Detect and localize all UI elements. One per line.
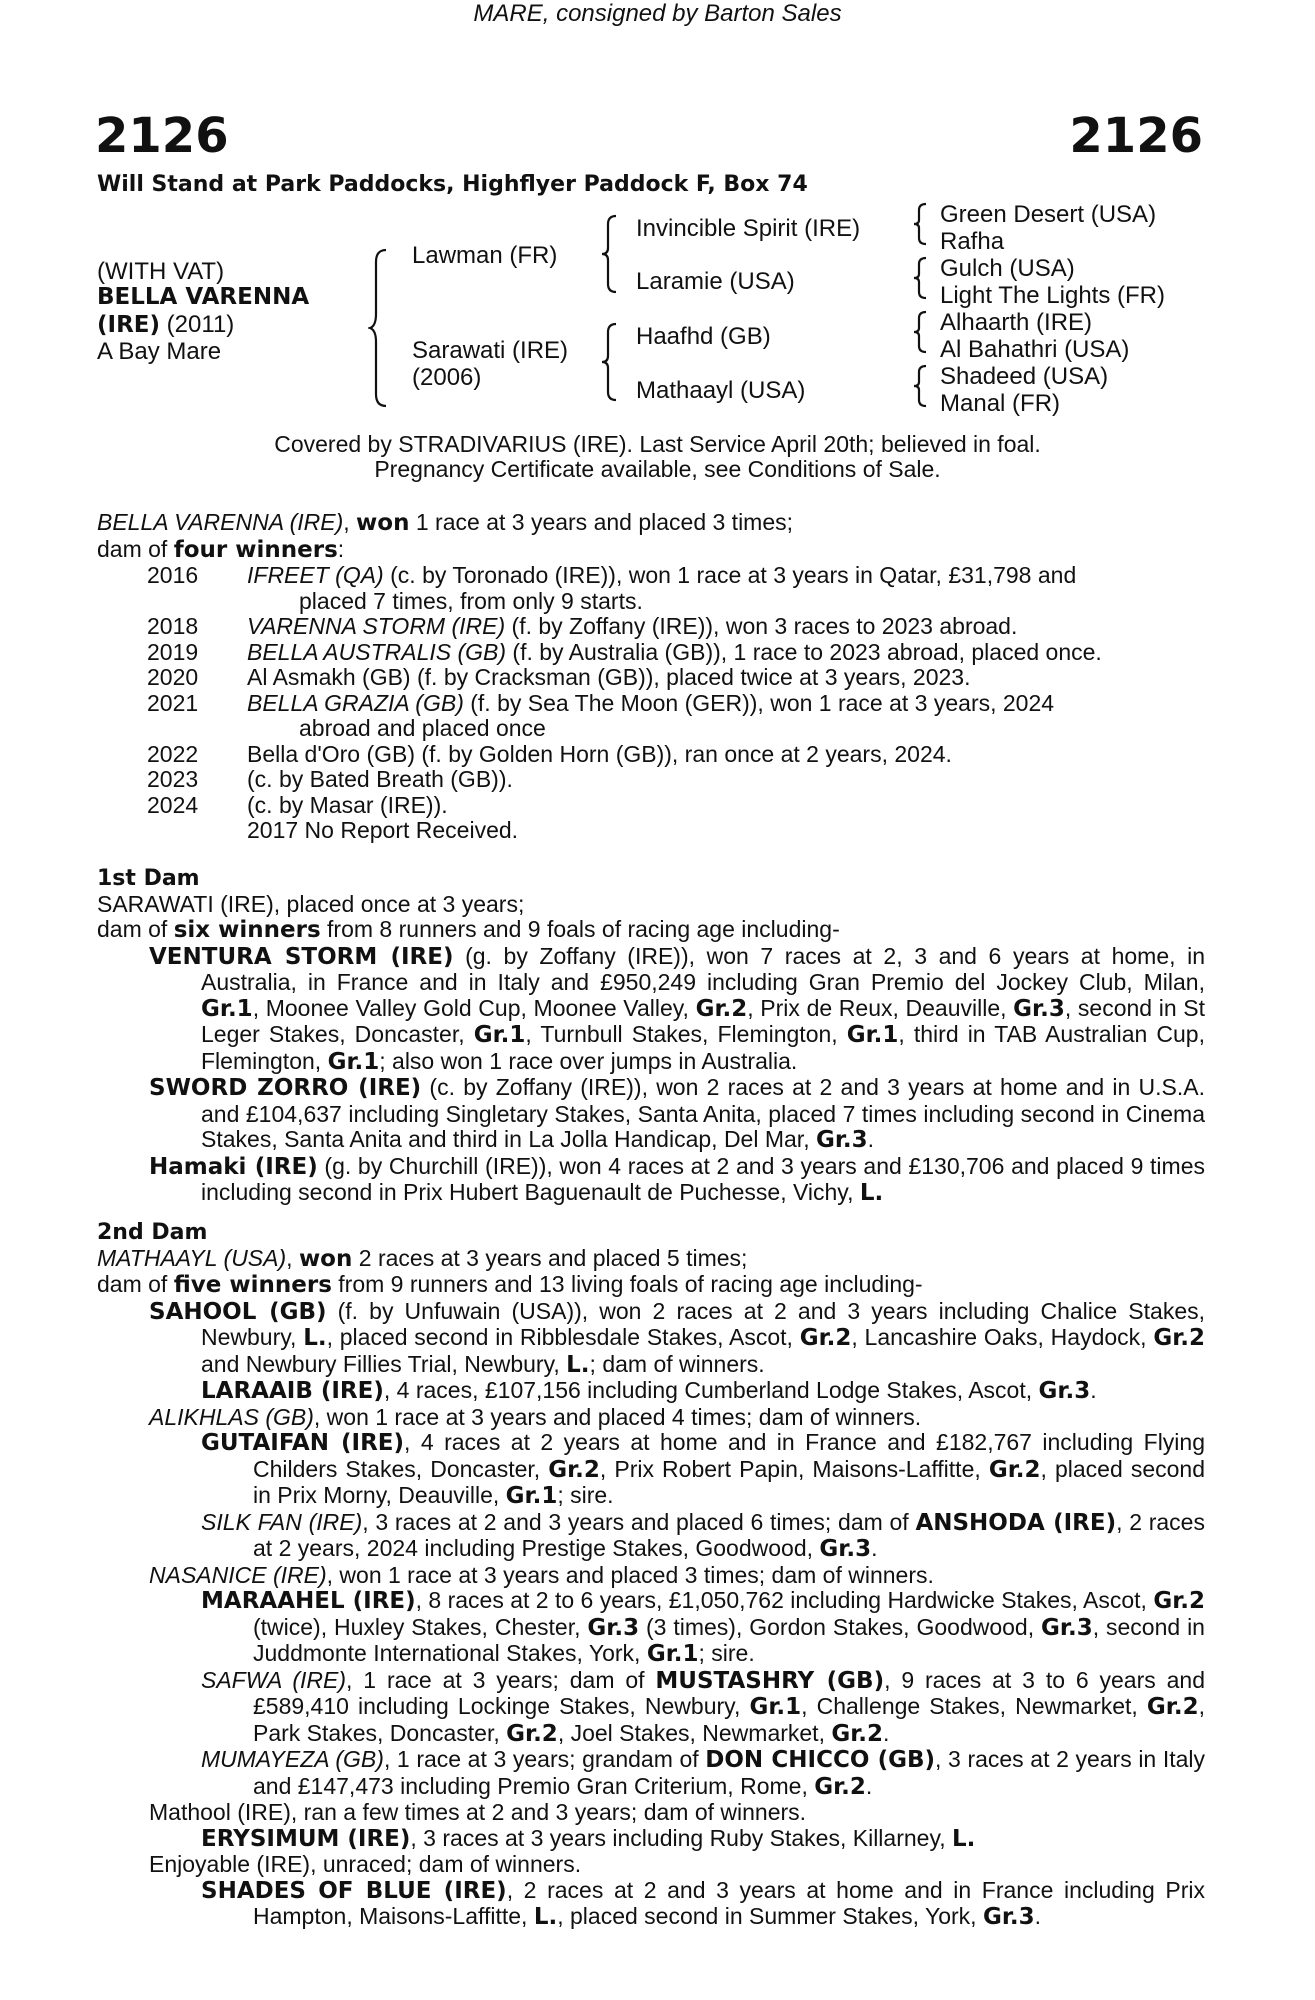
- pedigree-ssd: Rafha: [940, 228, 1005, 255]
- brace-ds: [912, 310, 930, 354]
- first-dam-section: [97, 866, 1205, 1207]
- brace-sd: [912, 256, 930, 300]
- pedigree-dam-sire: Haafhd (GB): [636, 323, 771, 350]
- second-dam-entry: SAHOOL (GB) (f. by Unfuwain (USA)), won 2 races at 2 and 3 years including Chalice Stakes, Newbury, L., placed second in Ribblesdale Stakes, Ascot, Gr.2, Lancashire Oaks, Haydock, Gr.2 and Newbury Fillies Trial, Newbury, L.; dam of winners.: [149, 1297, 1205, 1378]
- pedigree-dam: Sarawati (IRE): [412, 337, 569, 364]
- produce-row: 2022 Bella d'Oro (GB) (f. by Golden Horn (GB)), ran once at 2 years, 2024.: [147, 740, 952, 767]
- covering-note: [0, 432, 1315, 482]
- lot-number-right: 2126: [1069, 108, 1203, 164]
- produce-dam-of: dam of four winners:: [97, 535, 345, 563]
- brace-sire: [600, 214, 620, 294]
- brace-ss: [912, 202, 930, 246]
- produce-row-cont: placed 7 times, from only 9 starts.: [299, 587, 643, 614]
- second-dam-entry: MUMAYEZA (GB), 1 race at 3 years; grandam of DON CHICCO (GB), 3 races at 2 years in Italy and £147,473 including Premio Gran Criterium, Rome, Gr.2.: [201, 1746, 1206, 1800]
- brace-main: [368, 248, 390, 408]
- pedigree-dam-year: (2006): [412, 364, 482, 391]
- first-dam-entry: SWORD ZORRO (IRE) (c. by Zoffany (IRE)), won 2 races at 2 and 3 years at home and in U.S.A. and £104,637 including Singletary Stakes, Santa Anita, placed 7 times including second in Cinema Stakes, Santa Anita and third in La Jolla Handicap, Del Mar, Gr.3.: [149, 1074, 1206, 1153]
- second-dam-entry: GUTAIFAN (IRE), 4 races at 2 years at home and in France and £182,767 including Flying Childers Stakes, Doncaster, Gr.2, Prix Robert Papin, Maisons-Laffitte, Gr.2, placed second in Prix Morny, Deauville, Gr.1; sire.: [201, 1429, 1205, 1509]
- first-dam-line: SARAWATI (IRE), placed once at 3 years;: [97, 890, 525, 917]
- certificate-line: Pregnancy Certificate available, see Conditions of Sale.: [374, 456, 941, 482]
- pedigree-sds: Gulch (USA): [940, 255, 1075, 282]
- pedigree-sire-dam: Laramie (USA): [636, 268, 795, 295]
- first-dam-entry: VENTURA STORM (IRE) (g. by Zoffany (IRE)), won 7 races at 2, 3 and 6 years at home, in Australia, in France and in Italy and £950,249 including Gran Premio del Jockey Club, Milan, Gr.1, Moonee Valley Gold Cup, Moonee Valley, Gr.2, Prix de Reux, Deauville, Gr.3, second in St Leger Stakes, Doncaster, Gr.1, Turnbull Stakes, Flemington, Gr.1, third in TAB Australian Cup, Flemington, Gr.1; also won 1 race over jumps in Australia.: [149, 942, 1205, 1075]
- brace-dam: [600, 322, 620, 402]
- pedigree-dsd: Al Bahathri (USA): [940, 336, 1130, 363]
- produce-record: [97, 510, 1205, 844]
- pedigree-dss: Alhaarth (IRE): [940, 309, 1093, 336]
- second-dam-summary: dam of five winners from 9 runners and 13 living foals of racing age including-: [97, 1271, 923, 1298]
- second-dam-entry: MARAAHEL (IRE), 8 races at 2 to 6 years, £1,050,762 including Hardwicke Stakes, Ascot, Gr.2 (twice), Huxley Stakes, Chester, Gr.3 (3 times), Gordon Stakes, Goodwood, Gr.3, second in Juddmonte International Stakes, York, Gr.1; sire.: [201, 1587, 1206, 1667]
- produce-no-report: 2017 No Report Received.: [247, 817, 519, 843]
- produce-row: 2024 (c. by Masar (IRE)).: [147, 791, 448, 818]
- pedigree-sdd: Light The Lights (FR): [940, 282, 1165, 309]
- first-dam-heading: 1st Dam: [97, 866, 200, 891]
- pedigree-sire: Lawman (FR): [412, 242, 558, 269]
- stand-location: Will Stand at Park Paddocks, Highflyer Paddock F, Box 74: [97, 172, 808, 197]
- consignment-line: MARE, consigned by Barton Sales: [473, 0, 842, 27]
- produce-row: 2018 VARENNA STORM (IRE) (f. by Zoffany (IRE)), won 3 races to 2023 abroad.: [147, 613, 1018, 639]
- covering-line: Covered by STRADIVARIUS (IRE). Last Service April 20th; believed in foal.: [274, 431, 1041, 457]
- second-dam-heading: 2nd Dam: [97, 1220, 208, 1245]
- second-dam-line: MATHAAYL (USA), won 2 races at 3 years and placed 5 times;: [97, 1244, 748, 1272]
- second-dam-entry: NASANICE (IRE), won 1 race at 3 years and placed 3 times; dam of winners.: [149, 1561, 934, 1588]
- lot-number-left: 2126: [95, 108, 229, 164]
- first-dam-entry: Hamaki (IRE) (g. by Churchill (IRE)), won 4 races at 2 and 3 years and £130,706 and placed 9 times including second in Prix Hubert Baguenault de Puchesse, Vichy, L.: [149, 1152, 1205, 1206]
- first-dam-summary: dam of six winners from 8 runners and 9 foals of racing age including-: [97, 916, 840, 943]
- horse-description: A Bay Mare: [97, 338, 222, 365]
- second-dam-entry: LARAAIB (IRE), 4 races, £107,156 including Cumberland Lodge Stakes, Ascot, Gr.3.: [201, 1377, 1097, 1404]
- second-dam-entry: SILK FAN (IRE), 3 races at 2 and 3 years and placed 6 times; dam of ANSHODA (IRE), 2 races at 2 years, 2024 including Prestige Stakes, Goodwood, Gr.3.: [201, 1508, 1205, 1562]
- pedigree-sss: Green Desert (USA): [940, 201, 1157, 228]
- second-dam-entry: ALIKHLAS (GB), won 1 race at 3 years and placed 4 times; dam of winners.: [149, 1403, 922, 1430]
- produce-row-cont: abroad and placed once: [299, 715, 546, 741]
- second-dam-entry: SAFWA (IRE), 1 race at 3 years; dam of MUSTASHRY (GB), 9 races at 3 to 6 years and £589,410 including Lockinge Stakes, Newbury, Gr.1, Challenge Stakes, Newmarket, Gr.2, Park Stakes, Doncaster, Gr.2, Joel Stakes, Newmarket, Gr.2.: [201, 1666, 1206, 1747]
- second-dam-entry: Enjoyable (IRE), unraced; dam of winners.: [149, 1851, 582, 1877]
- pedigree-sire-sire: Invincible Spirit (IRE): [636, 215, 861, 242]
- produce-row: 2023 (c. by Bated Breath (GB)).: [147, 766, 513, 792]
- produce-row: 2021 BELLA GRAZIA (GB) (f. by Sea The Moon (GER)), won 1 race at 3 years, 2024: [147, 689, 1055, 716]
- pedigree-dam-dam: Mathaayl (USA): [636, 377, 806, 404]
- pedigree-ddd: Manal (FR): [940, 390, 1061, 417]
- second-dam-entry: ERYSIMUM (IRE), 3 races at 3 years including Ruby Stakes, Killarney, L.: [201, 1824, 976, 1852]
- brace-dd: [912, 364, 930, 408]
- produce-row: 2016 IFREET (QA) (c. by Toronado (IRE)), won 1 race at 3 years in Qatar, £31,798 and: [147, 562, 1077, 588]
- pedigree-dds: Shadeed (USA): [940, 363, 1109, 390]
- second-dam-entry: SHADES OF BLUE (IRE), 2 races at 2 and 3 years at home and in France including Prix Hampton, Maisons-Laffitte, L., placed second in Summer Stakes, York, Gr.3.: [201, 1876, 1205, 1930]
- second-dam-entry: Mathool (IRE), ran a few times at 2 and 3 years; dam of winners.: [149, 1799, 807, 1825]
- vat-note: (WITH VAT): [97, 258, 225, 285]
- produce-intro: BELLA VARENNA (IRE), won 1 race at 3 years and placed 3 times;: [97, 509, 794, 536]
- horse-origin-year: (IRE) (2011): [97, 311, 235, 338]
- produce-row: 2020 Al Asmakh (GB) (f. by Cracksman (GB)), placed twice at 3 years, 2023.: [147, 664, 971, 690]
- second-dam-section: [97, 1220, 1205, 1931]
- horse-name: BELLA VARENNA: [97, 284, 310, 310]
- produce-row: 2019 BELLA AUSTRALIS (GB) (f. by Australia (GB)), 1 race to 2023 abroad, placed once.: [147, 638, 1102, 665]
